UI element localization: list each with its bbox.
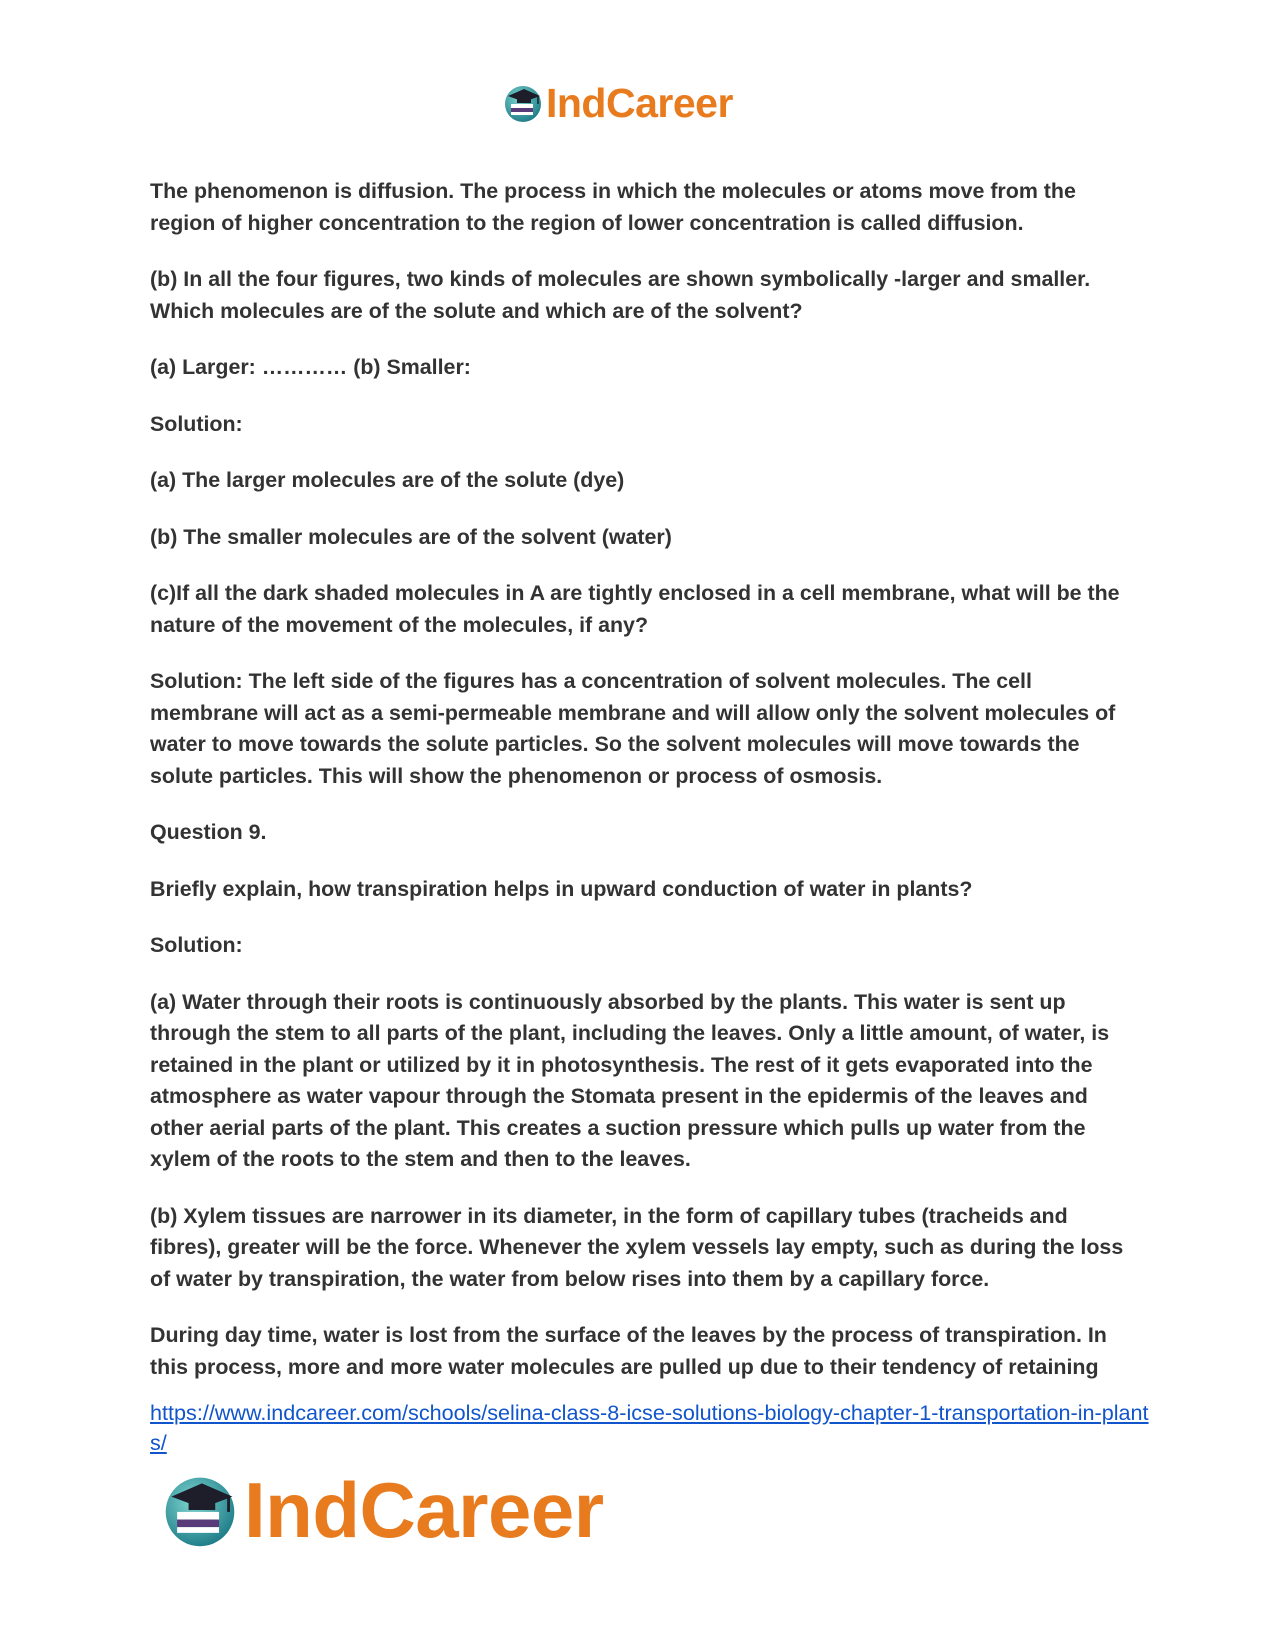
document-body [150, 176, 1135, 1408]
paragraph-question-9-text: Briefly explain, how transpiration helps in upward conduction of water in plants? [150, 876, 973, 901]
paragraph-question-c: (c)If all the dark shaded molecules in A are tightly enclosed in a cell membrane, what will be the nature of the movement of the molecules, if any? [150, 581, 1120, 637]
paragraph-day-time: During day time, water is lost from the surface of the leaves by the process of transpiration. In this process, more and more water molecules are pulled up due to their tendency of retaining [150, 1323, 1107, 1379]
footer-logo-wordmark: IndCareer [244, 1466, 604, 1554]
paragraph-question-b: (b) In all the four figures, two kinds of molecules are shown symbolically -larger and smaller. Which molecules are of the solute and which are of the solvent? [150, 267, 1091, 323]
paragraph-answer-a: (a) Water through their roots is continuously absorbed by the plants. This water is sent up through the stem to all parts of the plant, including the leaves. Only a little amount, of water, is retained in the plant or utilized by it in photosynthesis. The rest of it gets evaporated into the atmosphere as water vapour through the Stomata present in the epidermis of the leaves and other aerial parts of the plant. This creates a suction pressure which pulls up water from the xylem of the roots to the stem and then to the leaves. [150, 989, 1110, 1171]
paragraph-diffusion-answer: The phenomenon is diffusion. The process in which the molecules or atoms move from the region of higher concentration to the region of lower concentration is called diffusion. [150, 179, 1076, 235]
graduation-cap-book-icon [502, 82, 544, 124]
paragraph-solution-a: (a) The larger molecules are of the solute (dye) [150, 468, 625, 492]
graduation-cap-book-icon [160, 1470, 240, 1550]
footer-logo [160, 1468, 604, 1552]
source-url-link[interactable]: https://www.indcareer.com/schools/selina-class-8-icse-solutions-biology-chapter-1-transportation-in-plants/ [150, 1400, 1149, 1455]
header-logo [502, 80, 733, 126]
paragraph-solution-c: Solution: The left side of the figures has a concentration of solvent molecules. The cell membrane will act as a semi-permeable membrane and will allow only the solvent molecules of water to move towards the solute particles. So the solvent molecules will move towards the solute particles. This will show the phenomenon or process of osmosis. [150, 669, 1116, 788]
paragraph-question-9: Question 9. [150, 820, 267, 844]
paragraph-larger-smaller: (a) Larger: ………… (b) Smaller: [150, 355, 471, 379]
paragraph-solution-label-2: Solution: [150, 933, 243, 957]
logo-wordmark: IndCareer [546, 79, 733, 126]
paragraph-solution-label: Solution: [150, 411, 243, 436]
paragraph-solution-b: (b) The smaller molecules are of the solvent (water) [150, 524, 672, 549]
paragraph-answer-b: (b) Xylem tissues are narrower in its diameter, in the form of capillary tubes (tracheids and fibres), greater will be the force. Whenever the xylem vessels lay empty, such as during the loss of water by transpiration, the water from below rises into them by a capillary force. [150, 1203, 1124, 1291]
